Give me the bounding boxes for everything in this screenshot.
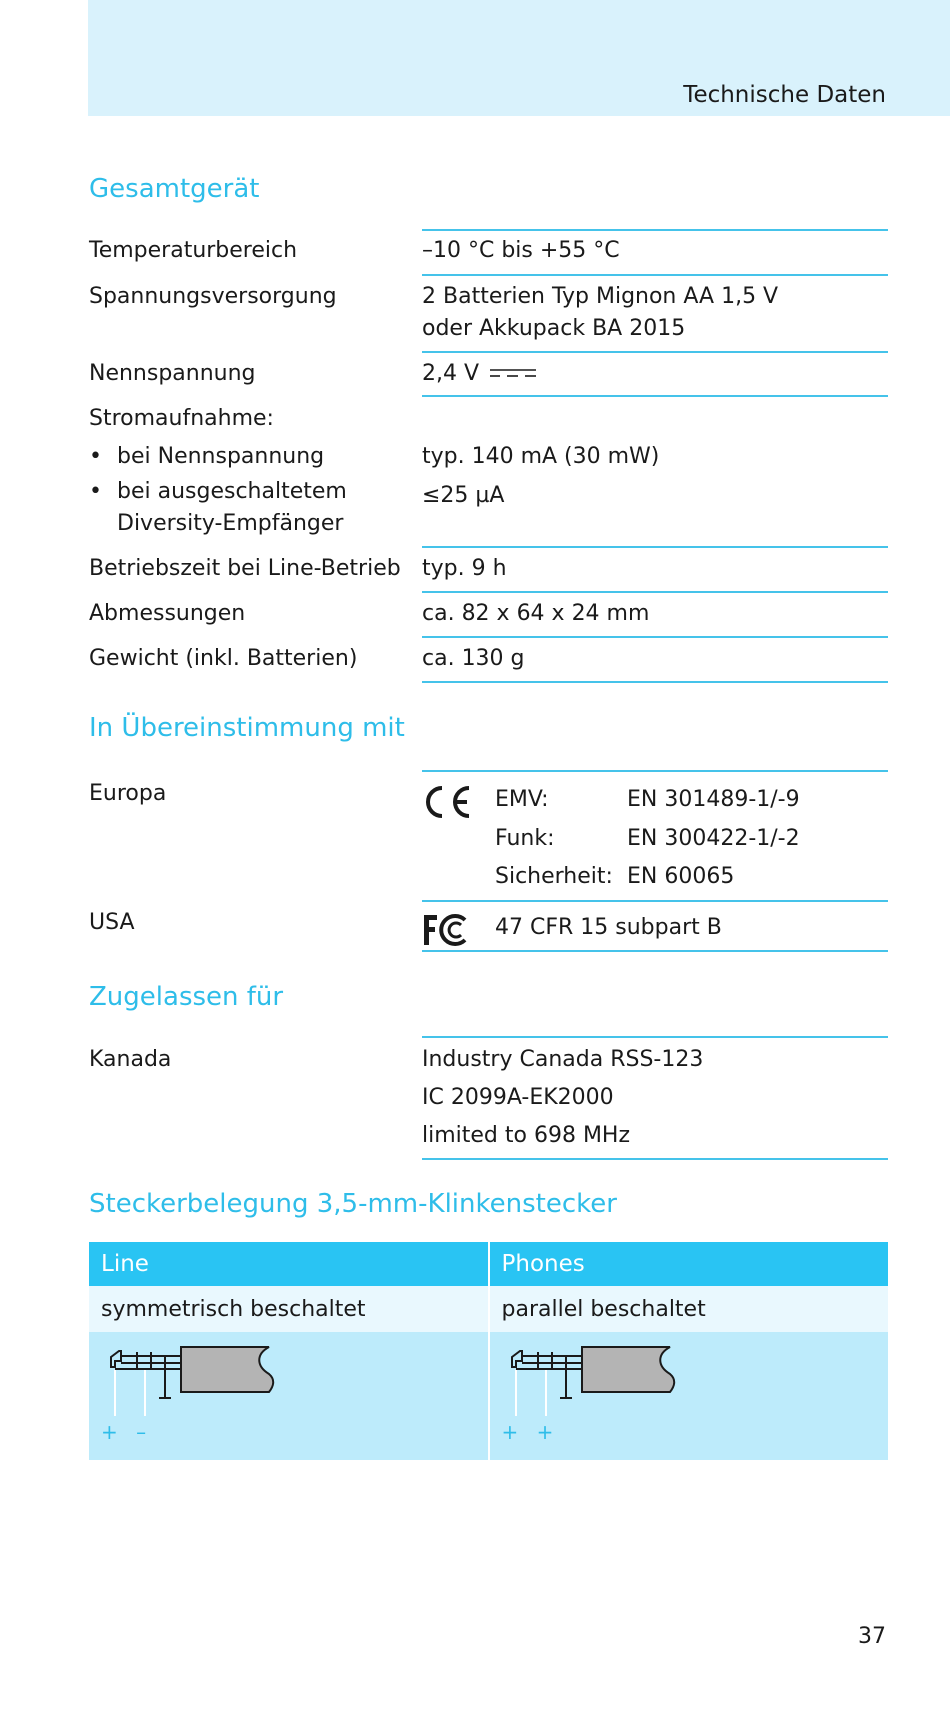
running-header: Technische Daten [683,82,886,108]
value-canada-line1: Industry Canada RSS-123 [422,1047,704,1072]
value-temperature: –10 °C bis +55 °C [422,238,620,263]
diagram-cell-phones [489,1332,889,1460]
cert-key-radio: Funk: [495,826,555,851]
connector-table [89,1242,888,1460]
value-nominal-voltage-text: 2,4 V [422,361,480,386]
cert-value-safety: EN 60065 [627,864,735,889]
value-dimensions: ca. 82 x 64 x 24 mm [422,601,650,626]
section-title-approved: Zugelassen für [89,982,284,1012]
label-europe: Europa [89,781,167,806]
rule [422,770,888,772]
rule [422,229,888,231]
page-number: 37 [858,1624,886,1649]
value-power-supply-line1: 2 Batterien Typ Mignon AA 1,5 V [422,284,779,309]
value-nominal-voltage [422,361,538,386]
value-at-nominal-voltage: typ. 140 mA (30 mW) [422,444,660,469]
section-title-conformity: In Übereinstimmung mit [89,713,405,743]
rule [422,900,888,902]
value-power-supply-line2: oder Akkupack BA 2015 [422,316,686,341]
polarity-phones-ring: + [536,1420,554,1444]
polarity-phones-tip: + [501,1420,519,1444]
section-title-general: Gesamtgerät [89,174,260,204]
rule [422,636,888,638]
value-canada-line3: limited to 698 MHz [422,1123,631,1148]
diagram-cell-line [89,1332,489,1460]
rule [422,950,888,952]
value-operating-time: typ. 9 h [422,556,507,581]
label-operating-time: Betriebszeit bei Line-Betrieb [89,556,401,581]
label-power-supply: Spannungsversorgung [89,284,337,309]
label-dimensions: Abmessungen [89,601,246,626]
label-temperature: Temperaturbereich [89,238,298,263]
description-phones: parallel beschaltet [489,1286,889,1332]
cert-key-safety: Sicherheit: [495,864,613,889]
cert-value-emv: EN 301489-1/-9 [627,787,800,812]
section-title-connector: Steckerbelegung 3,5-mm-Klinkenstecker [89,1189,617,1219]
cert-key-emv: EMV: [495,787,549,812]
value-usa: 47 CFR 15 subpart B [495,915,722,940]
label-current-consumption: Stromaufnahme: [89,406,274,431]
label-nominal-voltage: Nennspannung [89,361,256,386]
polarity-line-ring: – [136,1420,147,1444]
rule [422,351,888,353]
bullet: • [89,479,102,504]
value-weight: ca. 130 g [422,646,525,671]
label-canada: Kanada [89,1047,172,1072]
label-weight: Gewicht (inkl. Batterien) [89,646,358,671]
label-at-nominal-voltage: bei Nennspannung [117,444,325,469]
value-canada-line2: IC 2099A-EK2000 [422,1085,614,1110]
rule [422,546,888,548]
fcc-mark-icon [421,912,469,948]
label-switched-off-line2: Diversity-Empfänger [117,511,344,536]
dc-symbol-icon [488,364,538,384]
label-usa: USA [89,910,135,935]
rule [422,681,888,683]
polarity-line-tip: + [101,1420,118,1444]
label-switched-off-line1: bei ausgeschaltetem [117,479,347,504]
rule [422,591,888,593]
rule [422,274,888,276]
value-switched-off: ≤25 µA [422,483,505,508]
rule [422,395,888,397]
ce-mark-icon [421,784,473,820]
cert-value-radio: EN 300422-1/-2 [627,826,800,851]
column-header-line: Line [89,1242,489,1286]
rule [422,1036,888,1038]
rule [422,1158,888,1160]
column-header-phones: Phones [489,1242,889,1286]
description-line: symmetrisch beschaltet [89,1286,489,1332]
bullet: • [89,444,102,469]
